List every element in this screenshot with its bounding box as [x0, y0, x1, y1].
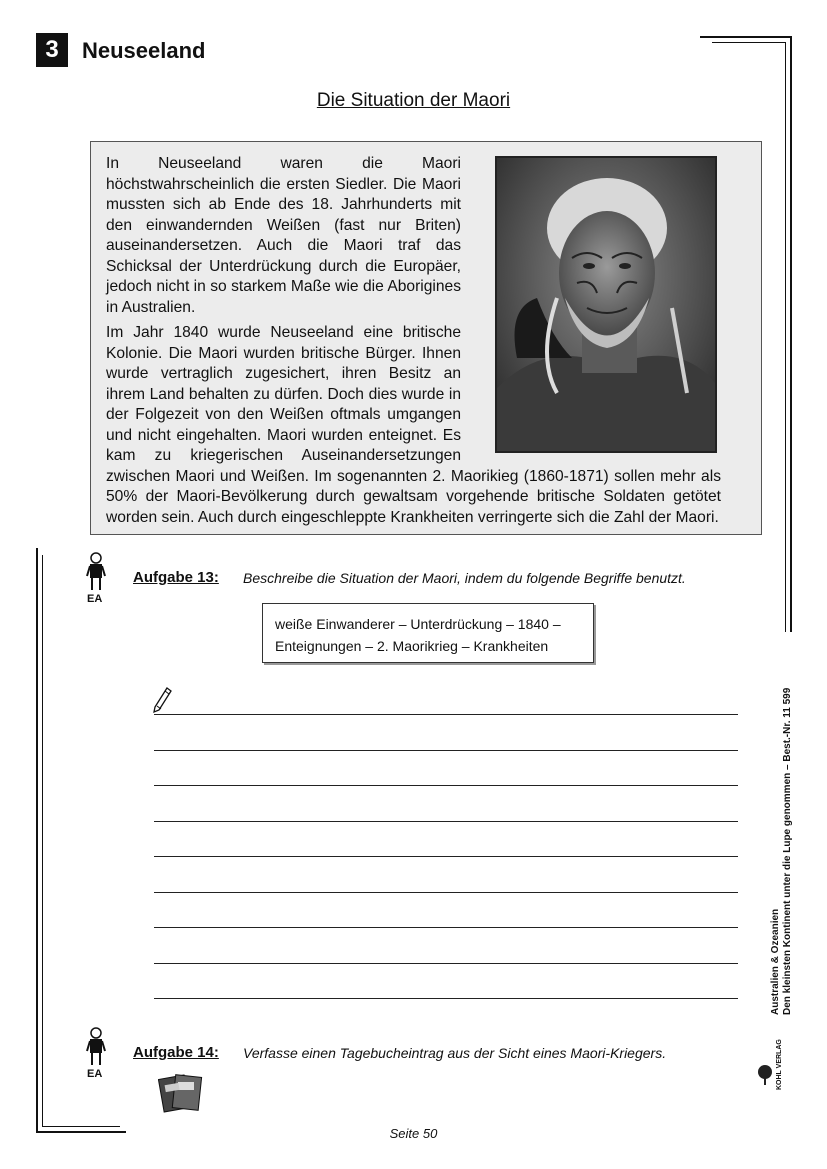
writing-line[interactable] — [154, 856, 738, 857]
writing-line[interactable] — [154, 714, 738, 715]
publisher-name: KOHL VERLAG — [776, 1039, 783, 1090]
person-icon — [86, 1027, 106, 1067]
task13-text: Beschreibe die Situation der Maori, indem du folgende Begriffe benutzt. — [243, 570, 686, 586]
chapter-number: 3 — [36, 33, 68, 67]
task13-heading: Aufgabe 13: — [133, 569, 219, 586]
writing-line[interactable] — [154, 750, 738, 751]
page-number: Seite 50 — [389, 1126, 438, 1141]
info-paragraph-1: In Neuseeland waren die Maori höchstwahrscheinlich die ersten Siedler. Die Maori mussten sich ab Ende des 18. Jahrhunderts mit den einwandernden Weißen (fast nur Briten) auseinandersetzen. Auch die Maori traf das Schicksal der Unterdrückung durch die Europäer, jedoch nicht in so starkem Maße wie die Aborigines in Australien. — [106, 155, 461, 316]
writing-line[interactable] — [154, 821, 738, 822]
side-text-line1: Australien & Ozeanien — [770, 908, 781, 1015]
page-title: Die Situation der Maori — [316, 90, 511, 111]
frame-line-left — [36, 548, 38, 1132]
chapter-title: Neuseeland — [82, 38, 206, 63]
tree-icon — [756, 1064, 774, 1086]
person-icon — [86, 552, 106, 592]
maori-portrait-image — [495, 156, 717, 453]
info-paragraph-2: Im Jahr 1840 wurde Neuseeland eine britische Kolonie. Die Maori wurden britische Bürger. Ihnen wurde vertraglich zugesichert, ihren Besitz an ihrem Land behalten zu dürfen. Doch dies wurde in der Folgezeit von den Weißen oftmals umgangen und nicht eingehalten. Maori wurden enteignet. Es kam zu kriegerischen Auseinandersetzungen zwischen Maori und Weißen. Im sogenannten 2. Maorikieg (1860-1871) sollen mehr als 50% der Maori-Bevölkerung durch gewaltsam vorgehende britische Soldaten getötet worden sein. Auch durch eingeschleppte Krankheiten verringerte sich die Zahl der Maori. — [106, 324, 721, 526]
frame-line-right-inner — [785, 42, 786, 632]
terms-line-2: Enteignungen – 2. Maorikrieg – Krankheiten — [275, 638, 549, 654]
task14-ea-label: EA — [87, 1068, 103, 1080]
writing-line[interactable] — [154, 892, 738, 893]
writing-line[interactable] — [154, 963, 738, 964]
side-text-line2: Den kleinsten Kontinent unter die Lupe genommen – Best.-Nr. 11 599 — [782, 687, 793, 1015]
frame-line-top — [700, 36, 792, 38]
pencil-icon — [152, 686, 172, 714]
task14-text: Verfasse einen Tagebucheintrag aus der Sicht eines Maori-Kriegers. — [243, 1045, 667, 1061]
writing-line[interactable] — [154, 998, 738, 999]
writing-line[interactable] — [154, 927, 738, 928]
writing-line[interactable] — [154, 785, 738, 786]
side-info — [770, 675, 794, 1015]
publisher-logo — [756, 1030, 796, 1090]
terms-line-1: weiße Einwanderer – Unterdrückung – 1840 – — [275, 616, 561, 632]
task14-heading: Aufgabe 14: — [133, 1044, 219, 1061]
terms-box — [262, 603, 594, 663]
task13-ea-label: EA — [87, 593, 103, 605]
frame-line-right — [790, 36, 792, 632]
frame-line-top-inner — [712, 42, 786, 43]
frame-line-left-inner — [42, 555, 43, 1127]
notebook-icon — [158, 1072, 204, 1114]
